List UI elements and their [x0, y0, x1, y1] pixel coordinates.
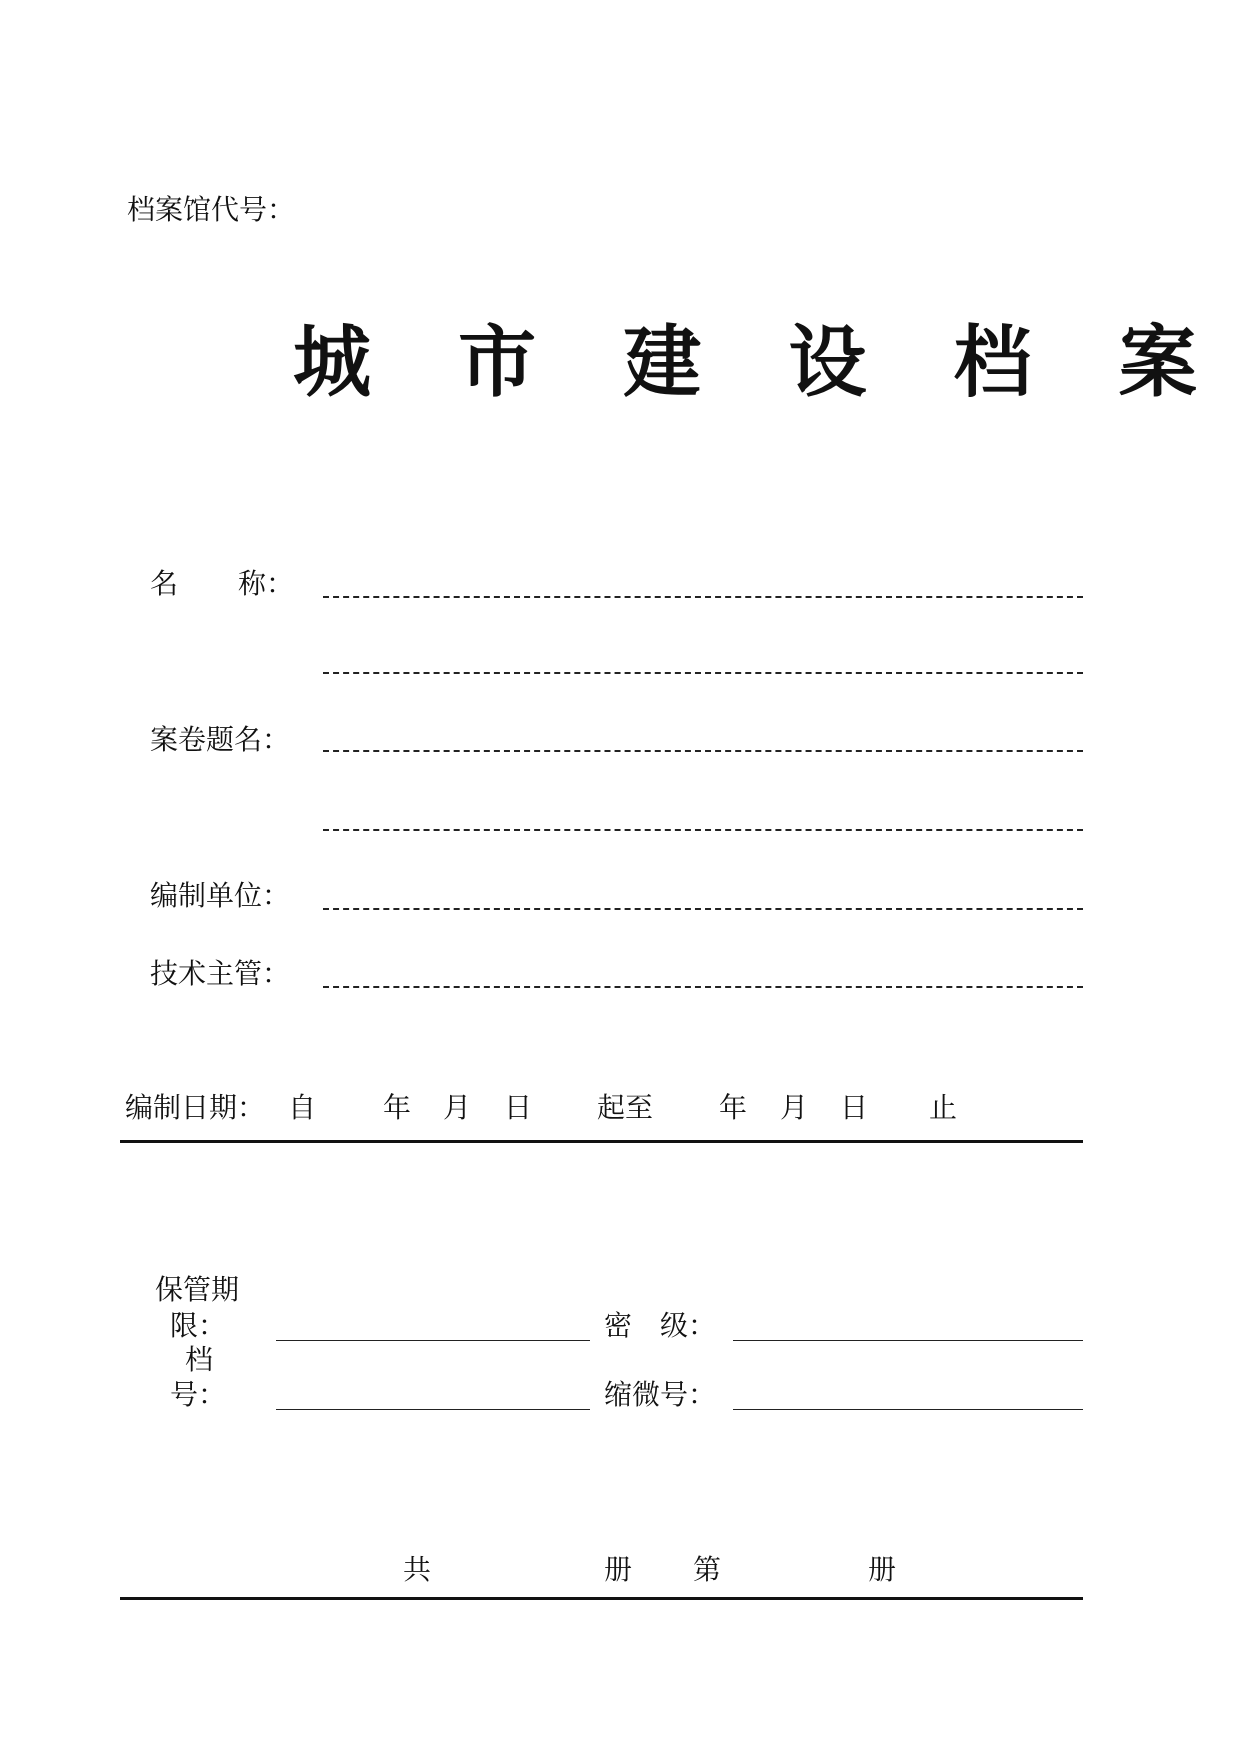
date-year-1: 年 — [383, 1091, 412, 1124]
file-number-line[interactable] — [276, 1409, 590, 1410]
tech-supervisor-line[interactable] — [323, 986, 1083, 988]
volume-row-divider — [120, 1597, 1083, 1600]
date-year-2: 年 — [719, 1091, 748, 1124]
storage-period-label-1: 保管期 — [155, 1273, 240, 1306]
microfilm-number-line[interactable] — [733, 1409, 1083, 1410]
volume-title-label: 案卷题名： — [150, 723, 291, 756]
name-label-char: 名 — [150, 567, 179, 600]
secret-level-label: 密 级： — [604, 1309, 717, 1342]
file-number-label-1: 档 — [185, 1343, 214, 1376]
date-day-2: 日 — [840, 1091, 869, 1124]
volume-title-line-2[interactable] — [323, 829, 1083, 831]
name-line-2[interactable] — [323, 672, 1083, 674]
storage-period-line[interactable] — [276, 1340, 590, 1341]
secret-level-line[interactable] — [733, 1340, 1083, 1341]
volume-book-label-1: 册 — [604, 1553, 633, 1586]
volume-book-label-2: 册 — [868, 1553, 897, 1586]
compile-date-label: 编制日期： — [125, 1091, 266, 1124]
date-until: 起至 — [597, 1091, 654, 1124]
date-from: 自 — [288, 1091, 317, 1124]
name-label-suffix: 称： — [238, 567, 295, 600]
tech-supervisor-label: 技术主管： — [150, 957, 291, 990]
file-number-label-2: 号： — [170, 1378, 227, 1411]
volume-title-line-1[interactable] — [323, 750, 1083, 752]
page-title: 城 市 建 设 档 案 — [293, 318, 1227, 408]
date-row-divider — [120, 1140, 1083, 1143]
volume-order-label: 第 — [693, 1553, 722, 1586]
compiler-label: 编制单位： — [150, 879, 291, 912]
date-end: 止 — [929, 1091, 958, 1124]
microfilm-number-label: 缩微号： — [604, 1378, 717, 1411]
name-line-1[interactable] — [323, 596, 1083, 598]
compiler-line[interactable] — [323, 908, 1083, 910]
storage-period-label-2: 限： — [170, 1309, 227, 1342]
date-day-1: 日 — [504, 1091, 533, 1124]
volume-total-label: 共 — [403, 1553, 432, 1586]
date-month-2: 月 — [780, 1091, 809, 1124]
date-month-1: 月 — [443, 1091, 472, 1124]
archive-code-label: 档案馆代号： — [127, 193, 296, 226]
